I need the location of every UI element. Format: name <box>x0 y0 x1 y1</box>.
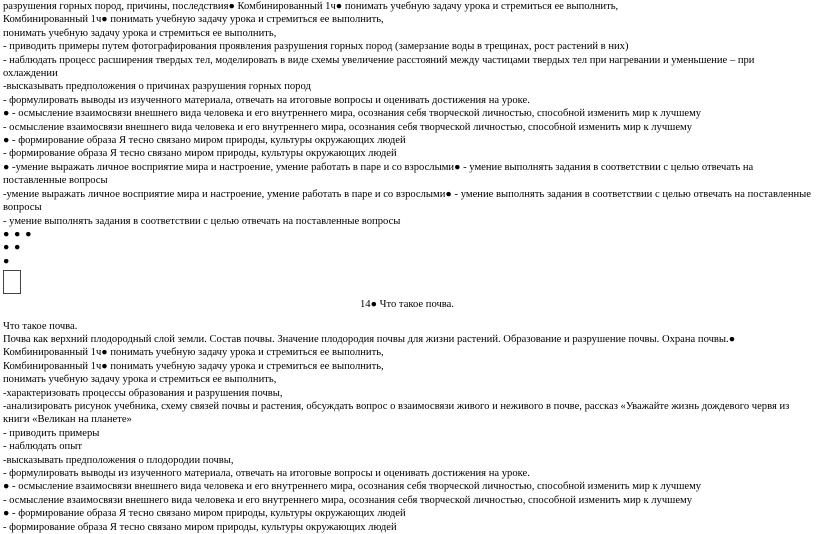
text-line: ● -умение выражать личное восприятие мира и настроение, умение работать в паре и со взрослыми● - умение выполнять задания в соответствии с целью отвечать на поставленные вопросы <box>3 161 754 187</box>
bullet-row: ● ● ● <box>3 228 33 240</box>
text-line: Что такое почва. <box>3 320 78 332</box>
text-line: -анализировать рисунок учебника, схему связей почвы и растения, обсуждать вопрос о взаимосвязи живого и неживого в почве, рассказ «Уважайте жизнь дождевого червя из книги «Великан на планете» <box>3 400 790 426</box>
section-top <box>3 0 811 268</box>
bullet-row: ● <box>3 255 11 267</box>
text-line: - осмысление взаимосвязи внешнего вида человека и его внутреннего мира, осознания себя творческой личностью, способной изменить мир к лучшему <box>3 121 693 133</box>
section-heading: 14● Что такое почва. <box>359 299 455 311</box>
document-page <box>3 0 811 534</box>
text-line: -высказывать предположения о причинах разрушения горных пород <box>3 81 311 93</box>
bullet-row: ● ● <box>3 242 22 254</box>
text-line: - приводить примеры <box>3 427 100 439</box>
text-line: -высказывать предположения о плодородии почвы, <box>3 454 234 466</box>
text-line: Комбинированный 1ч● понимать учебную задачу урока и стремиться ее выполнить, <box>3 360 384 372</box>
text-line: - формирование образа Я тесно связано миром природы, культуры окружающих людей <box>3 148 397 160</box>
text-line: - формулировать выводы из изученного материала, отвечать на итоговые вопросы и оценивать достижения на уроке. <box>3 94 530 106</box>
text-line: -характеризовать процессы образования и разрушения почвы, <box>3 387 283 399</box>
text-line: - наблюдать опыт <box>3 441 82 453</box>
text-line: - умение выполнять задания в соответствии с целью отвечать на поставленные вопросы <box>3 215 401 227</box>
section-bottom <box>3 320 811 534</box>
text-line: ● - осмысление взаимосвязи внешнего вида человека и его внутреннего мира, осознания себя творческой личностью, способной изменить мир к лучшему <box>3 108 702 120</box>
text-line: Почва как верхний плодородный слой земли. Состав почвы. Значение плодородия почвы для жизни растений. Образование и разрушение почвы. Охрана почвы.● Комбинированный 1ч● понимать учебную задачу урока и стремиться ее выполнить, <box>3 333 736 359</box>
text-line: - приводить примеры путем фотографирования проявления разрушения горных пород (замерзание воды в трещинах, рост растений в них) <box>3 41 629 53</box>
text-line: - формулировать выводы из изученного материала, отвечать на итоговые вопросы и оценивать достижения на уроке. <box>3 468 530 479</box>
text-line: - формирование образа Я тесно связано миром природы, культуры окружающих людей <box>3 521 397 533</box>
image-placeholder <box>3 270 21 294</box>
text-line: ● - формирование образа Я тесно связано миром природы, культуры окружающих людей <box>3 508 406 520</box>
text-line: ● - формирование образа Я тесно связано миром природы, культуры окружающих людей <box>3 135 406 147</box>
text-line: Комбинированный 1ч● понимать учебную задачу урока и стремиться ее выполнить, <box>3 14 384 26</box>
text-line: - наблюдать процесс расширения твердых тел, моделировать в виде схемы увеличение расстояний между частицами твердых тел при нагревании и уменьшение – при охлаждении <box>3 54 755 80</box>
text-line: - осмысление взаимосвязи внешнего вида человека и его внутреннего мира, осознания себя творческой личностью, способной изменить мир к лучшему <box>3 494 693 506</box>
text-line: понимать учебную задачу урока и стремиться ее выполнить, <box>3 374 277 386</box>
text-line: -умение выражать личное восприятие мира и настроение, умение работать в паре и со взрослыми● - умение выполнять задания в соответствии с целью отвечать на поставленные вопросы <box>3 188 811 214</box>
text-line: ● - осмысление взаимосвязи внешнего вида человека и его внутреннего мира, осознания себя творческой личностью, способной изменить мир к лучшему <box>3 481 702 493</box>
text-line: понимать учебную задачу урока и стремиться ее выполнить, <box>3 27 277 39</box>
text-line: разрушения горных пород, причины, последствия● Комбинированный 1ч● понимать учебную задачу урока и стремиться ее выполнить, <box>3 1 619 12</box>
